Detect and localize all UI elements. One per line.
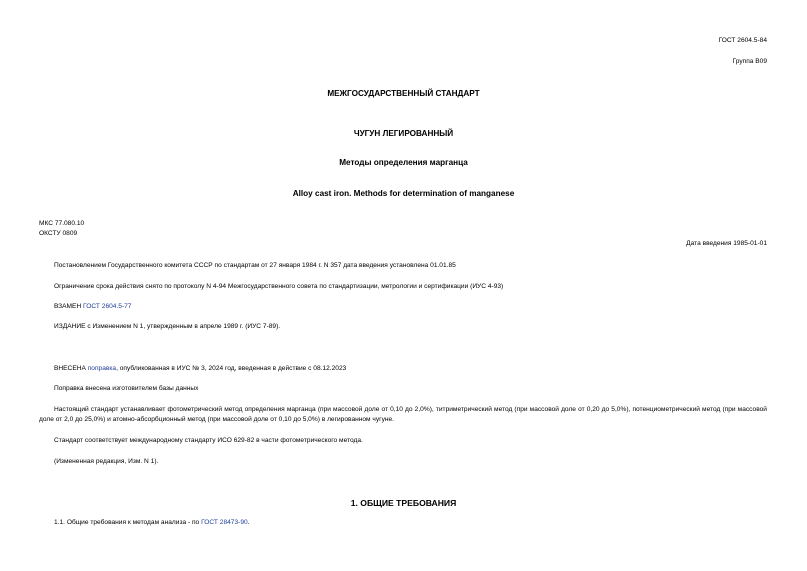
amendment-label: ВНЕСЕНА (54, 365, 88, 372)
gost-28473-link[interactable]: ГОСТ 28473-90 (201, 519, 248, 526)
amendment-link[interactable]: поправка (87, 365, 117, 372)
replaces-label: ВЗАМЕН (54, 303, 84, 310)
limitation-paragraph: Ограничение срока действия снято по протоколу N 4-94 Межгосударственного совета по стандартизации, метрологии и сертификации (ИУС 4-93) (54, 283, 504, 290)
doc-number: ГОСТ 2604.5-84 (718, 37, 767, 44)
amendment-note: Поправка внесена изготовителем базы данных (54, 385, 199, 392)
document-title: ЧУГУН ЛЕГИРОВАННЫЙ (353, 129, 454, 138)
scope-paragraph: Настоящий стандарт устанавливает фотометрический метод определения марганца (при массовой доле от 0,10 до 2,0%), титриметрический метод (при массовой доле от 0,20 до 5,0%), потенциометрический метод (при массовой доле от 2,0 до 25,0%) и атомно-абсорбционный метод (при массовой доле от 0,10 до 5,0%) в легированном чугуне. (39, 406, 767, 423)
standard-type-title: МЕЖГОСУДАРСТВЕННЫЙ СТАНДАРТ (327, 89, 480, 98)
decree-paragraph: Постановлением Государственного комитета СССР по стандартам от 27 января 1984 г. N 357 дата введения установлена 01.01.85 (54, 262, 456, 269)
mks-code: МКС 77.080.10 (39, 220, 85, 227)
okstu-code: ОКСТУ 0809 (39, 230, 78, 237)
intro-date: Дата введения 1985-01-01 (686, 240, 767, 247)
iso-paragraph: Стандарт соответствует международному стандарту ИСО 629-82 в части фотометрического метода. (54, 437, 363, 444)
document-subtitle: Методы определения марганца (339, 158, 468, 167)
amendment-paragraph (54, 364, 346, 374)
section-1-item-1 (54, 518, 250, 528)
item-text: 1.1. Общие требования к методам анализа - по (54, 519, 202, 526)
group-code: Группа В09 (732, 58, 767, 65)
edition-paragraph: ИЗДАНИЕ с Изменением N 1, утвержденным в апреле 1989 г. (ИУС 7-89). (54, 323, 281, 330)
amendment-details: , опубликованная в ИУС № 3, 2024 год, введенная в действие с 08.12.2023 (116, 365, 347, 372)
replaced-standard-link[interactable]: ГОСТ 2604.5-77 (83, 303, 132, 310)
item-end: . (247, 519, 250, 526)
section-1-heading: 1. ОБЩИЕ ТРЕБОВАНИЯ (350, 498, 457, 508)
revision-note: (Измененная редакция, Изм. N 1). (54, 458, 159, 465)
replaces-paragraph (54, 302, 131, 312)
english-title: Alloy cast iron. Methods for determination of manganese (292, 189, 515, 198)
